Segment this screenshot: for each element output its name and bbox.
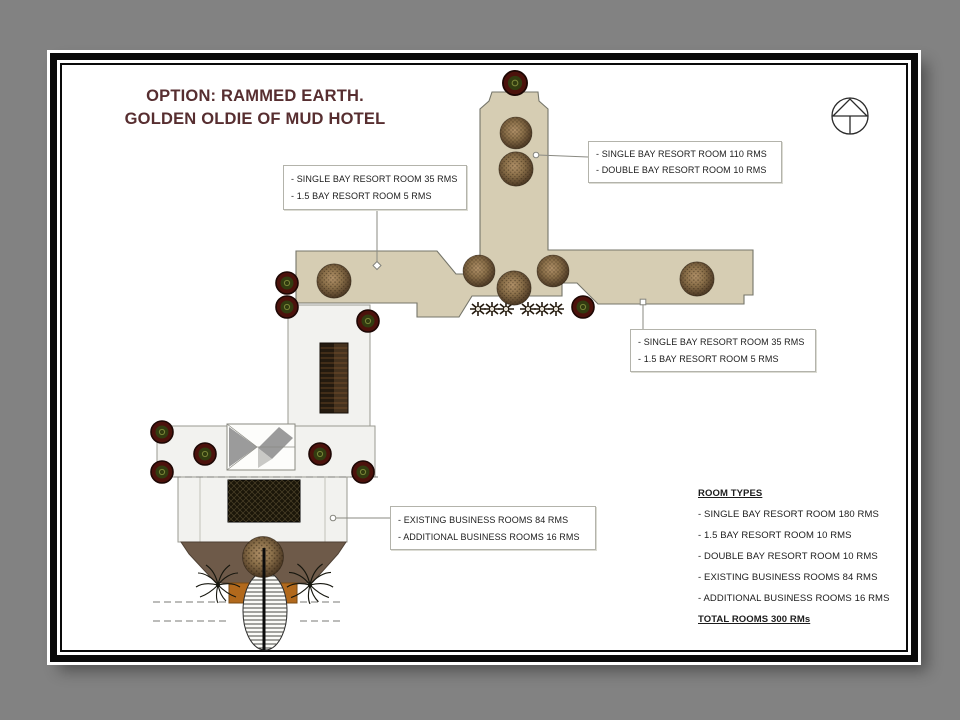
callout-line: - ADDITIONAL BUSINESS ROOMS 16 RMS xyxy=(398,531,580,542)
legend-item: - ADDITIONAL BUSINESS ROOMS 16 RMS xyxy=(698,593,890,604)
callout-west-wing xyxy=(283,165,467,210)
hip-roof-pavilion xyxy=(227,424,295,470)
callout-east-wing xyxy=(630,329,816,372)
title-line-1: OPTION: RAMMED EARTH. xyxy=(146,87,364,105)
title-line-2: GOLDEN OLDIE OF MUD HOTEL xyxy=(124,109,386,128)
callout-line: - EXISTING BUSINESS ROOMS 84 RMS xyxy=(398,514,569,525)
callout-north-tower xyxy=(588,141,782,183)
legend-item: - DOUBLE BAY RESORT ROOM 10 RMS xyxy=(698,551,878,562)
legend-item: - SINGLE BAY RESORT ROOM 180 RMS xyxy=(698,509,879,520)
callout-line: - SINGLE BAY RESORT ROOM 110 RMS xyxy=(596,149,767,159)
callout-line: - 1.5 BAY RESORT ROOM 5 RMS xyxy=(291,191,432,202)
callout-business-block xyxy=(390,506,596,550)
legend-heading: ROOM TYPES xyxy=(698,488,763,499)
callout-line: - 1.5 BAY RESORT ROOM 5 RMS xyxy=(638,353,779,364)
legend-item: - 1.5 BAY RESORT ROOM 10 RMS xyxy=(698,530,852,541)
callout-line: - SINGLE BAY RESORT ROOM 35 RMS xyxy=(291,173,458,184)
drawing-title xyxy=(105,85,405,130)
roof-deck-panel xyxy=(228,480,300,522)
callout-line: - SINGLE BAY RESORT ROOM 35 RMS xyxy=(638,337,805,348)
legend-total: TOTAL ROOMS 300 RMs xyxy=(698,614,811,625)
room-types-legend xyxy=(698,483,908,630)
callout-line: - DOUBLE BAY RESORT ROOM 10 RMS xyxy=(596,165,767,175)
stair-core xyxy=(320,343,348,413)
compass-north-icon xyxy=(832,98,868,134)
legend-item: - EXISTING BUSINESS ROOMS 84 RMS xyxy=(698,572,878,583)
